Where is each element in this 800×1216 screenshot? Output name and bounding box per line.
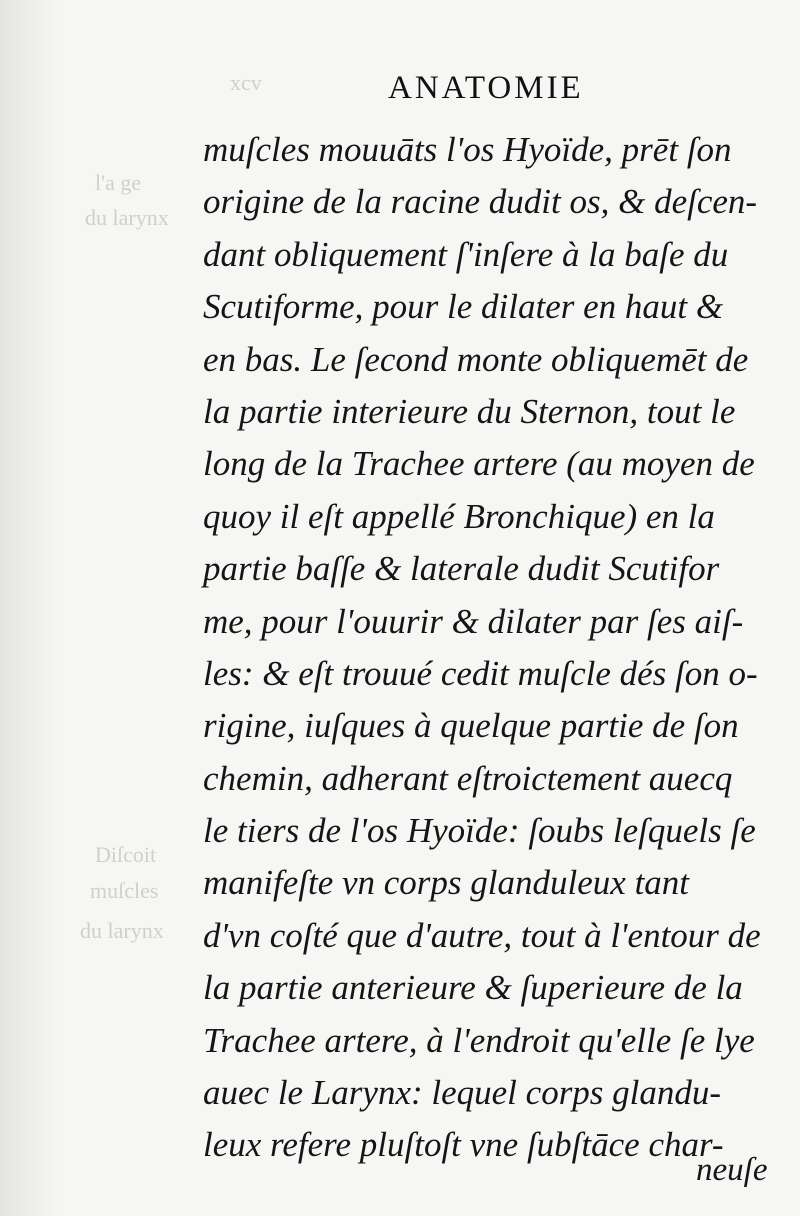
text-line: Scutiforme, pour le dilater en haut & — [203, 287, 724, 327]
running-title: ANATOMIE — [388, 70, 584, 106]
text-line: chemin, adherant eſtroictement auecq — [203, 758, 733, 798]
text-line: auec le Larynx: lequel corps glandu- — [203, 1073, 722, 1113]
text-line: origine de la racine dudit os, & deſcen- — [203, 182, 758, 222]
text-line: les: & eſt trouué cedit muſcle dés ſon o- — [203, 653, 758, 693]
text-line: d'vn coſté que d'autre, tout à l'entour de — [203, 915, 761, 955]
text-line: la partie anterieure & ſuperieure de la — [203, 968, 743, 1008]
text-line: muſcles mouuāts l'os Hyoïde, prēt ſon — [203, 130, 732, 169]
catchword: neuſe — [696, 1152, 768, 1188]
text-line: en bas. Le ſecond monte obliquemēt de — [203, 339, 749, 379]
text-line: dant obliquement ſ'inſere à la baſe du — [203, 234, 729, 274]
bleed-through-text: l'a ge du larynx Diſcoit muſcles du larynx xcv — [80, 70, 262, 943]
text-line: leux refere pluſtoſt vne ſubſtāce char- — [203, 1125, 724, 1165]
text-line: partie baſſe & laterale dudit Scutifor — [203, 549, 720, 589]
text-line: rigine, iuſques à quelque partie de ſon — [203, 706, 739, 746]
page-body — [203, 124, 773, 1172]
text-line: me, pour l'ouurir & dilater par ſes aiſ- — [203, 601, 744, 641]
text-line: manifeſte vn corps glanduleux tant — [203, 863, 690, 903]
text-line: le tiers de l'os Hyoïde: ſoubs leſquels ſe — [203, 811, 756, 851]
text-line: quoy il eſt appellé Bronchique) en la — [203, 496, 715, 536]
text-line: Trachee artere, à l'endroit qu'elle ſe lye — [203, 1020, 755, 1060]
text-line: la partie interieure du Sternon, tout le — [203, 391, 736, 431]
text-line: long de la Trachee artere (au moyen de — [203, 444, 755, 484]
